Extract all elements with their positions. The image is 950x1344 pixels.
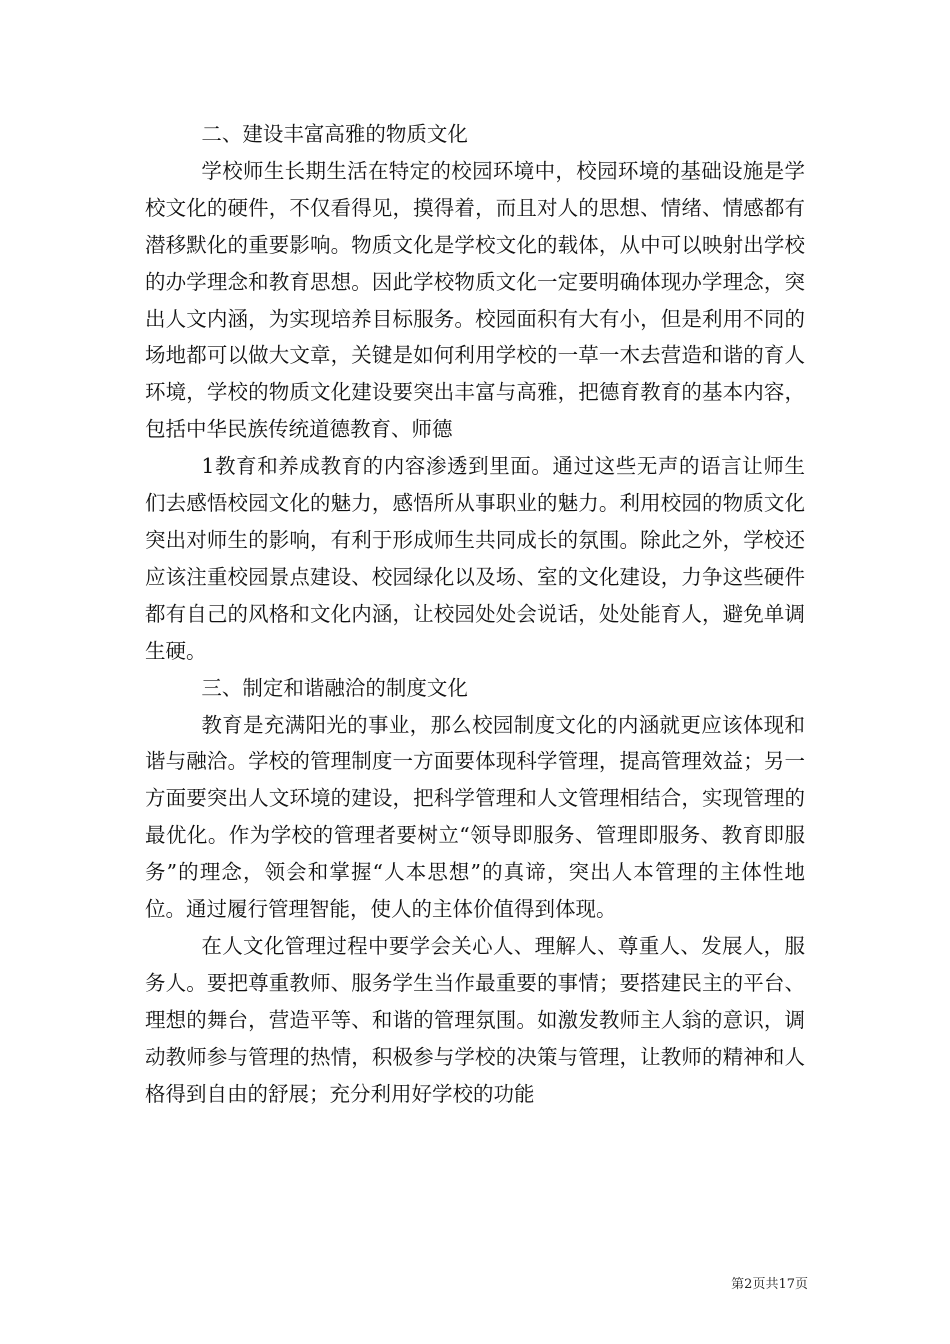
document-body [145, 116, 805, 1112]
paragraph-material-culture-1: 学校师生长期生活在特定的校园环境中，校园环境的基础设施是学校文化的硬件，不仅看得见，摸得着，而且对人的思想、情绪、情感都有潜移默化的重要影响。物质文化是学校文化的载体，从中可以映射出学校的办学理念和教育思想。因此学校物质文化一定要明确体现办学理念，突出人文内涵，为实现培养目标服务。校园面积有大有小，但是利用不同的场地都可以做大文章，关键是如何利用学校的一草一木去营造和谐的育人环境，学校的物质文化建设要突出丰富与高雅，把德育教育的基本内容，包括中华民族传统道德教育、师德 [145, 158, 805, 442]
paragraph-institutional-culture-2: 在人文化管理过程中要学会关心人、理解人、尊重人、发展人，服务人。要把尊重教师、服务学生当作最重要的事情；要搭建民主的平台、理想的舞台，营造平等、和谐的管理氛围。如激发教师主人翁的意识，调动教师参与管理的热情，积极参与学校的决策与管理，让教师的精神和人格得到自由的舒展；充分利用好学校的功能 [145, 933, 805, 1106]
section-heading-material-culture: 二、建设丰富高雅的物质文化 [201, 122, 468, 146]
page-number-footer: 第2页共17页 [731, 1277, 808, 1292]
section-heading-institutional-culture: 三、制定和谐融洽的制度文化 [201, 675, 468, 700]
paragraph-institutional-culture-1: 教育是充满阳光的事业，那么校园制度文化的内涵就更应该体现和谐与融洽。学校的管理制度一方面要体现科学管理，提高管理效益；另一方面要突出人文环境的建设，把科学管理和人文管理相结合，实现管理的最优化。作为学校的管理者要树立“领导即服务、管理即服务、教育即服务”的理念，领会和掌握“人本思想”的真谛，突出人本管理的主体性地位。通过履行管理智能，使人的主体价值得到体现。 [145, 712, 805, 922]
paragraph-material-culture-2: 1教育和养成教育的内容渗透到里面。通过这些无声的语言让师生们去感悟校园文化的魅力，感悟所从事职业的魅力。利用校园的物质文化突出对师生的影响，有利于形成师生共同成长的氛围。除此之外，学校还应该注重校园景点建设、校园绿化以及场、室的文化建设，力争这些硬件都有自己的风格和文化内涵，让校园处处会说话，处处能育人，避免单调生硬。 [145, 454, 805, 663]
